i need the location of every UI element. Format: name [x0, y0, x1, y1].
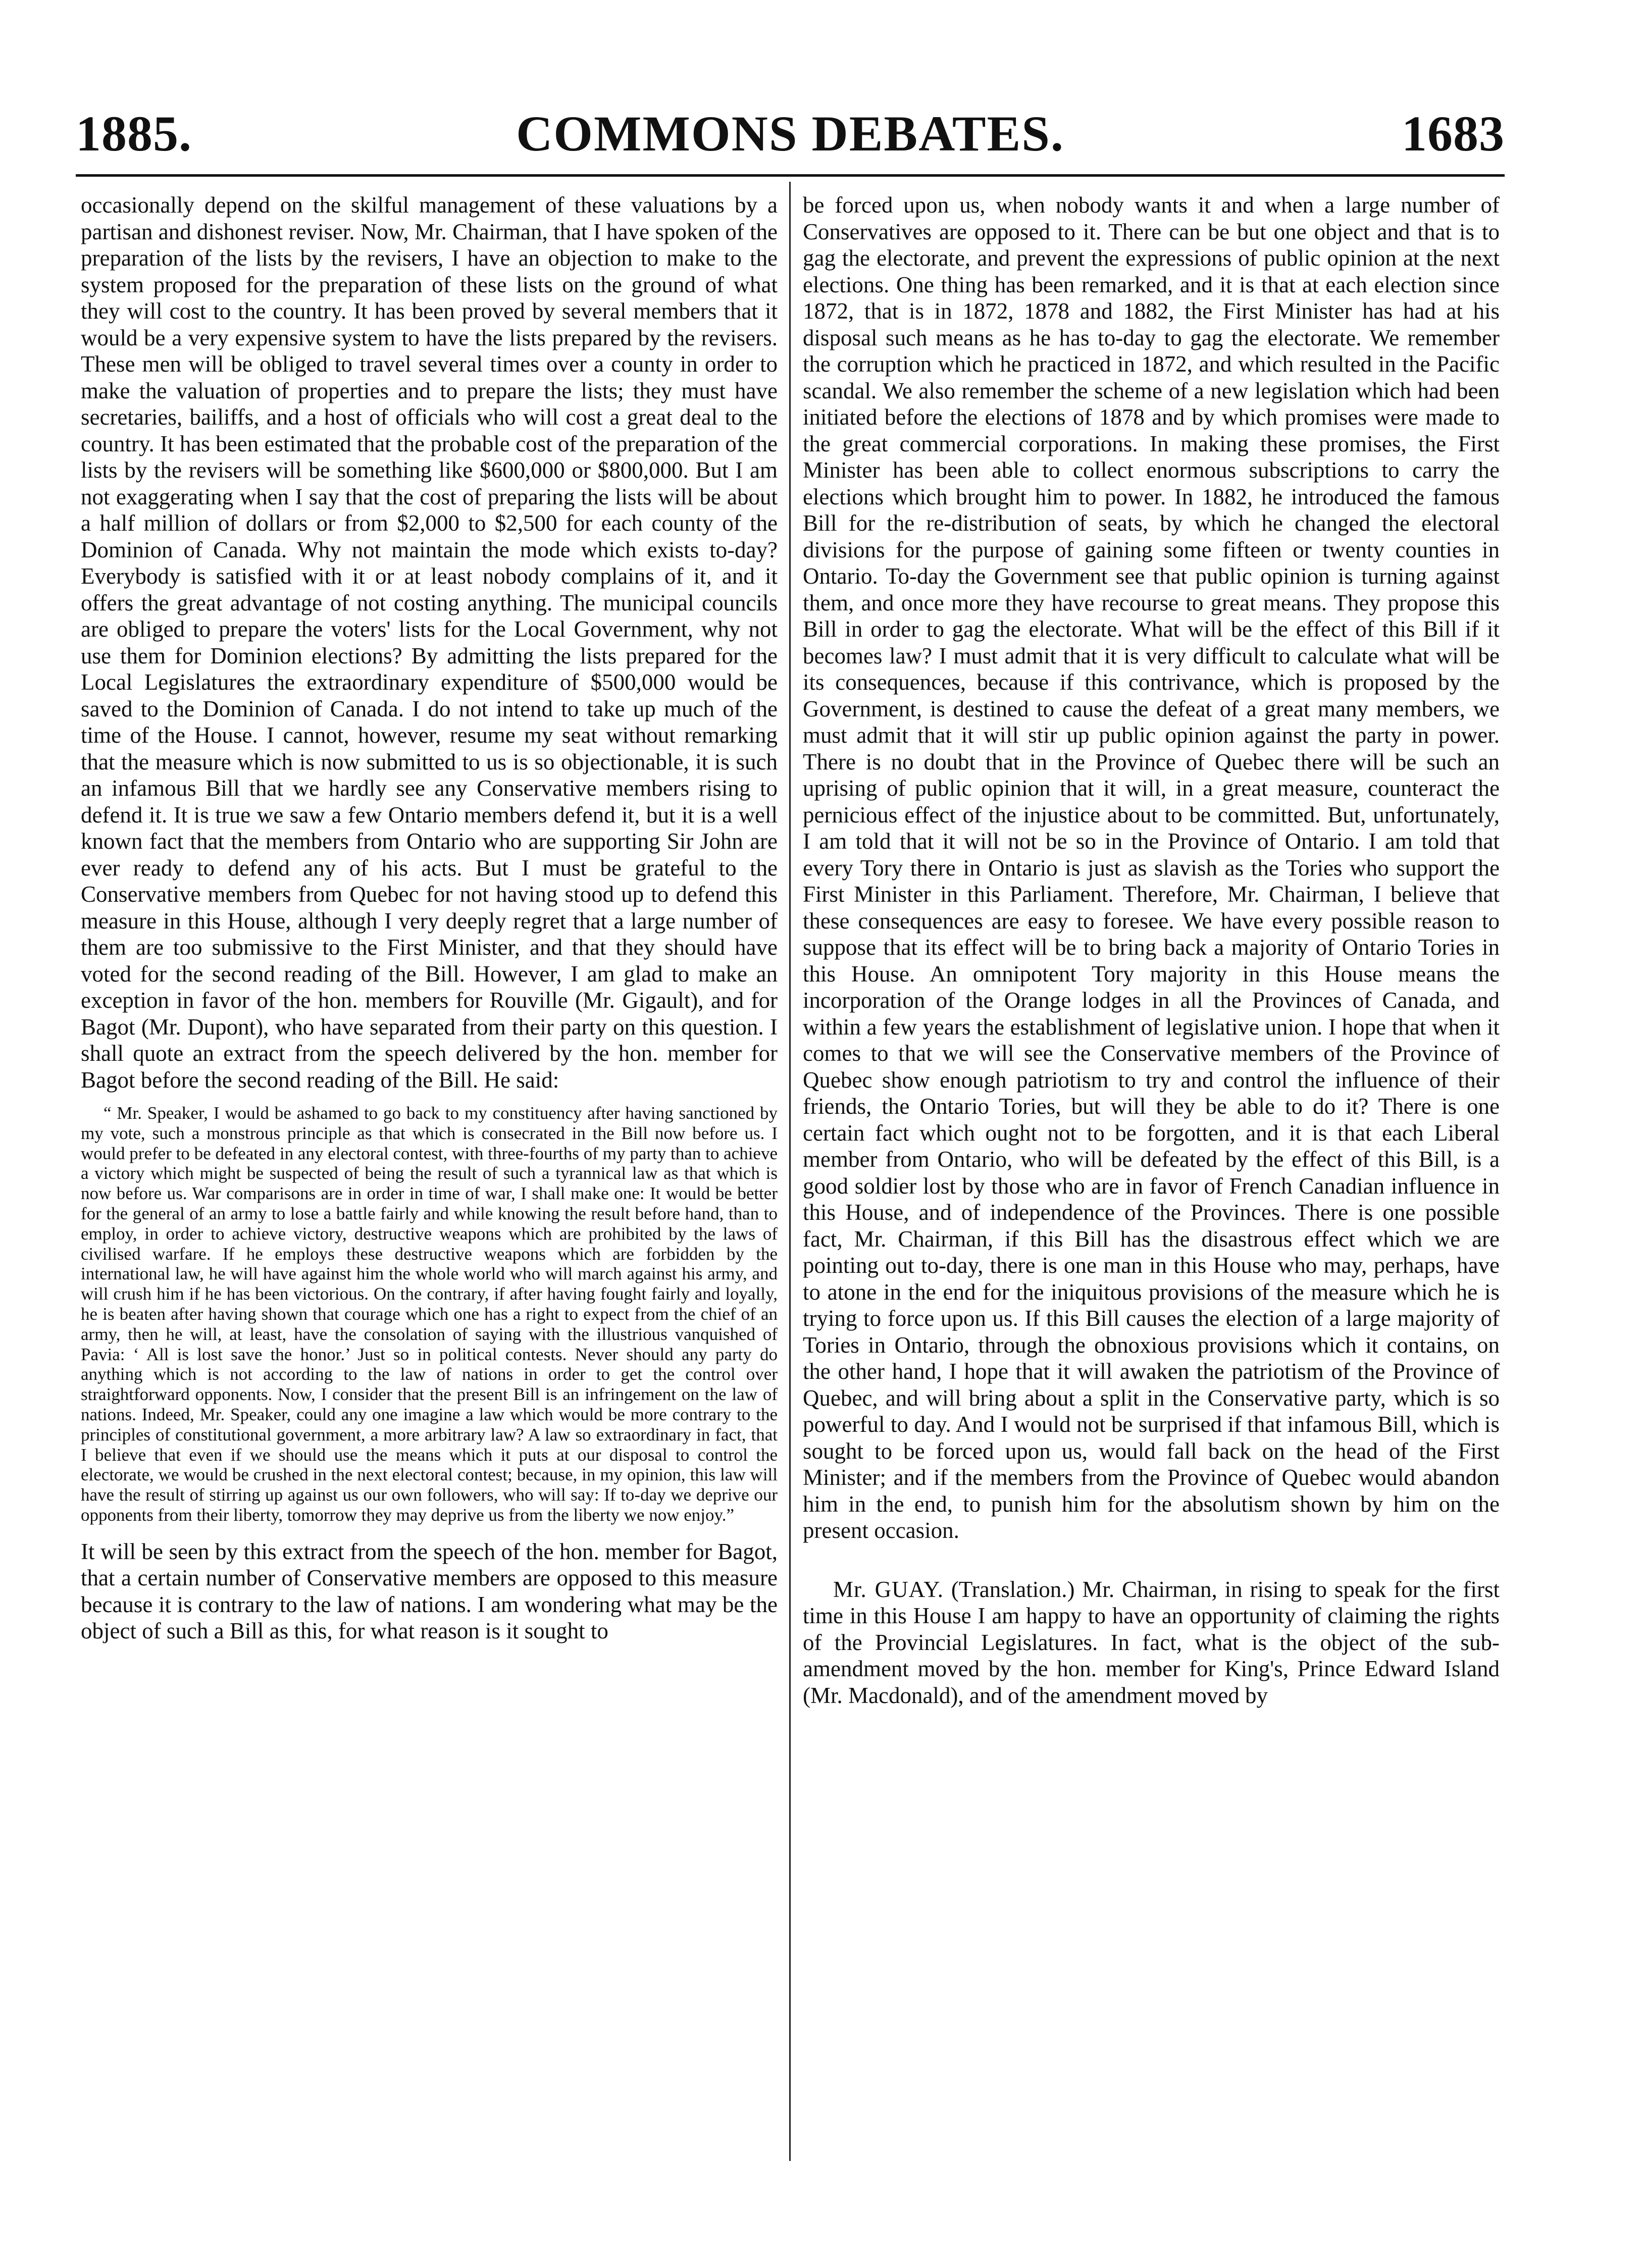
body-paragraph: occasionally depend on the skilful management of these valuations by a partisan and dishonest reviser. Now, Mr. Chairman, that I have spoken of the preparation of the lists by the revisers, I have an objection to make to the system proposed for the preparation of these lists on the ground of what they will cost to the country. It has been proved by several members that it would be a very expensive system to have the lists prepared by the revisers. These men will be obliged to travel several times over a county in order to make the valuation of properties and to prepare the lists; they must have secretaries, bailiffs, and a host of officials who will cost a great deal to the country. It has been estimated that the probable cost of the preparation of the lists by the revisers will be something like $600,000 or $800,000. But I am not exaggerating when I say that the cost of preparing the lists will be about a half million of dollars or from $2,000 to $2,500 for each county of the Dominion of Canada. Why not maintain the mode which exists to-day? Everybody is satisfied with it or at least nobody complains of it, and it offers the great advantage of not costing anything. The municipal councils are obliged to prepare the voters' lists for the Local Government, why not use them for Dominion elections? By admitting the lists prepared for the Local Legislatures the extraordinary expenditure of $500,000 would be saved to the Dominion of Canada. I do not intend to take up much of the time of the House. I cannot, however, resume my seat without remarking that the measure which is now submitted to us is so objectionable, it is such an infamous Bill that we hardly see any Conservative members rising to defend it. It is true we saw a few Ontario members defend it, but it is a well known fact that the members from Ontario who are supporting Sir John are ever ready to defend any of his acts. But I must be grateful to the Conservative members from Quebec for not having stood up to defend this measure in this House, although I very deeply regret that a large number of them are too submissive to the First Minister, and that they should have voted for the second reading of the Bill. However, I am glad to make an exception in favor of the hon. members for Rouville (Mr. Gigault), and for Bagot (Mr. Dupont), who have separated from their party on this question. I shall quote an extract from the speech delivered by the hon. member for Bagot before the second reading of the Bill. He said: [81, 192, 778, 1093]
speech-text: (Translation.) Mr. Chairman, in rising to speak for the first time in this House I am happy to have an opportunity of claiming the rights of the Provincial Legislatures. In fact, what is the object of the sub-amendment moved by the hon. member for King's, Prince Edward Island (Mr. Macdonald), and of the amendment moved by [803, 1576, 1500, 1708]
speech-paragraph [803, 1576, 1500, 1709]
publication-title: COMMONS DEBATES. [516, 106, 1064, 162]
block-quote: “ Mr. Speaker, I would be ashamed to go back to my constituency after having sanctioned by my vote, such a monstrous principle as that which is consecrated in the Bill now before us. I would prefer to be defeated in any electoral contest, with three-fourths of my party than to achieve a victory which might be suspected of being the result of such a tyrannical law as that which is now before us. War comparisons are in order in time of war, I shall make one: It would be better for the general of an army to lose a battle fairly and while knowing the result before hand, than to employ, in order to achieve victory, destructive weapons which are prohibited by the laws of civilised warfare. If he employs these destructive weapons which are forbidden by the international law, he will have against him the whole world who will march against his army, and will crush him if he has been victorious. On the contrary, if after having fought fairly and loyally, he is beaten after having shown that courage which one has a right to expect from the chief of an army, then he will, at least, have the consolation of saying with the illustrious vanquished of Pavia: ‘ All is lost save the honor.’ Just so in political contests. Never should any party do anything which is not according to the law of nations in order to get the control over straightforward opponents. Now, I consider that the present Bill is an infringement on the law of nations. Indeed, Mr. Speaker, could any one imagine a law which would be more contrary to the principles of constitutional government, a more arbitrary law? A law so extraordinary in fact, that I believe that even if we should use the means which it puts at our disposal to control the electorate, we would be crushed in the next electoral contest; because, in my opinion, this law will have the result of stirring up against us our own followers, who will say: If to-day we deprive our opponents from their liberty, tomorrow they may deprive us from the liberty we now enjoy.” [81, 1103, 778, 1525]
body-paragraph: be forced upon us, when nobody wants it and when a large number of Conservatives are opposed to it. There can be but one object and that is to gag the electorate, and prevent the expressions of public opinion at the next elections. One thing has been remarked, and it is that at each election since 1872, that is in 1872, 1878 and 1882, the First Minister has had at his disposal such means as he has to-day to gag the electorate. We remember the corruption which he practiced in 1872, and which resulted in the Pacific scandal. We also remember the scheme of a new legislation which had been initiated before the elections of 1878 and by which promises were made to the great commercial corporations. In making these promises, the First Minister has been able to collect enormous subscriptions to carry the elections which brought him to power. In 1882, he introduced the famous Bill for the re-distribution of seats, by which he changed the electoral divisions for the purpose of gaining some fifteen or twenty counties in Ontario. To-day the Government see that public opinion is turning against them, and once more they have recourse to great means. They propose this Bill in order to gag the electorate. What will be the effect of this Bill if it becomes law? I must admit that it is very difficult to calculate what will be its consequences, because if this contrivance, which is proposed by the Government, is destined to cause the defeat of a great many members, we must admit that it will stir up public opinion against the party in power. There is no doubt that in the Province of Quebec there will be such an uprising of public opinion that it will, in a great measure, counteract the pernicious effect of the injustice about to be committed. But, unfortunately, I am told that it will not be so in the Province of Ontario. I am told that every Tory there in Ontario is just as slavish as the Tories who support the First Minister in this Parliament. Therefore, Mr. Chairman, I believe that these consequences are easy to foresee. We have every possible reason to suppose that its effect will be to bring back a majority of Ontario Tories in this House. An omnipotent Tory majority in this House means the incorporation of the Orange lodges in all the Provinces of Canada, and within a few years the establishment of legislative union. I hope that when it comes to that we will see the Conservative members of the Province of Quebec show enough patriotism to try and control the influence of their friends, the Ontario Tories, but will they be able to do it? There is one certain fact which ought not to be forgotten, and it is that each Liberal member from Ontario, who will be defeated by the effect of this Bill, is a good soldier lost by those who are in favor of French Canadian influence in this House, and of independence of the Provinces. There is one possible fact, Mr. Chairman, if this Bill has the disastrous effect which we are pointing out to-day, there is one man in this House who may, perhaps, have to atone in the end for the iniquitous provisions of the measure which he is trying to force upon us. If this Bill causes the election of a large majority of Tories in Ontario, through the obnoxious provisions which it contains, on the other hand, I hope that it will awaken the patriotism of the Province of Quebec, and will bring about a split in the Conservative party, which is so powerful to day. And I would not be surprised if that infamous Bill, which is sought to be forced upon us, would fall back on the head of the First Minister; and if the members from the Province of Quebec would abandon him in the end, to punish him for the absolutism shown by him on the present occasion. [803, 192, 1500, 1543]
page-number: 1683 [1402, 106, 1505, 162]
speaker-name: Mr. GUAY. [833, 1576, 944, 1602]
header-rule [76, 174, 1505, 177]
page-header [76, 104, 1505, 164]
column-divider [789, 182, 791, 2161]
header-year: 1885. [76, 106, 192, 162]
body-paragraph: It will be seen by this extract from the speech of the hon. member for Bagot, that a certain number of Conservative members are opposed to this measure because it is contrary to the law of nations. I am wondering what may be the object of such a Bill as this, for what reason is it sought to [81, 1538, 778, 1644]
right-column [803, 192, 1500, 2161]
left-column [81, 192, 778, 2161]
